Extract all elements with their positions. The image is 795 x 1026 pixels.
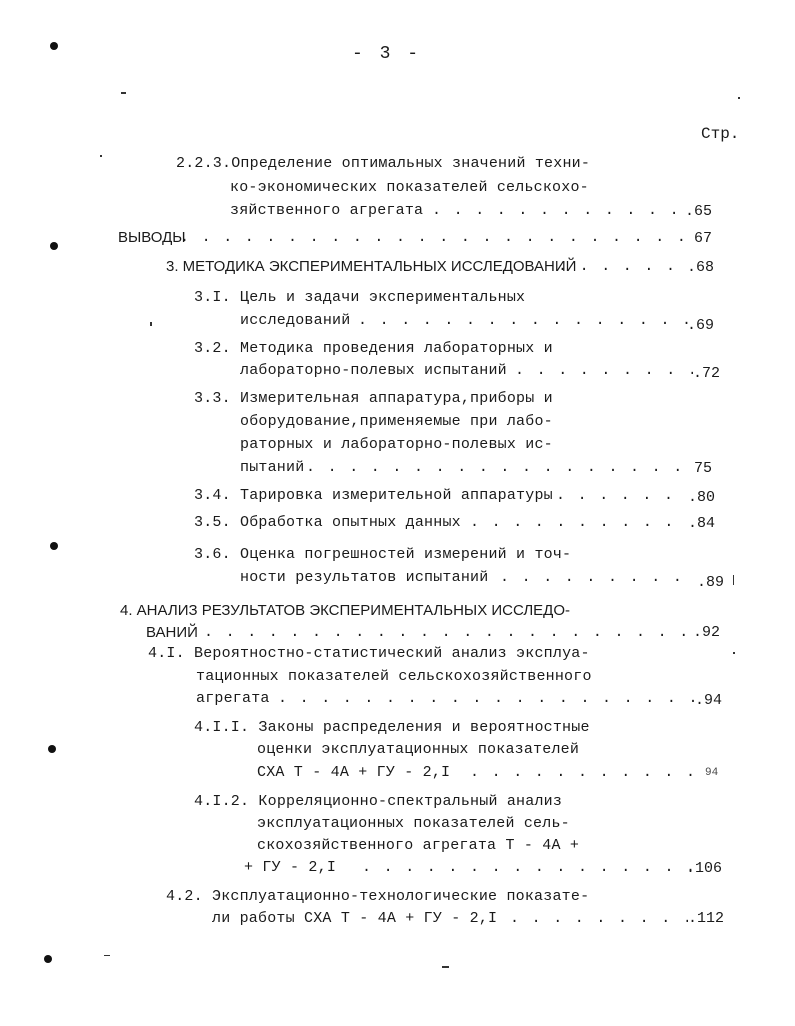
scan-speck [100,155,102,157]
leader-dots [180,229,690,247]
toc-entry-4-1-1-page: 94 [705,767,719,779]
toc-entry-3-6-line-1: 3.6. Оценка погрешностей измерений и точ- [194,546,572,563]
toc-entry-3-4-line-1: 3.4. Тарировка измерительной аппаратуры [194,487,553,504]
toc-entry-4-1-1-line-1: 4.I.I. Законы распределения и вероятностные [194,719,590,736]
toc-entry-4-line-2: ВАНИЙ [146,624,198,641]
toc-entry-vyvody-page: 67 [694,230,713,247]
leader-dots [278,690,694,708]
scan-speck [442,966,449,968]
toc-entry-3-2-line-2: лабораторно-полевых испытаний [240,362,507,379]
scan-speck [121,92,126,94]
toc-entry-3-6-line-2: ности результатов испытаний [240,569,489,586]
scan-speck [150,322,152,326]
scan-speck [738,97,740,99]
toc-entry-4-2-line-1: 4.2. Эксплуатационно-технологические показате- [166,888,590,905]
toc-entry-4-line-1: 4. АНАЛИЗ РЕЗУЛЬТАТОВ ЭКСПЕРИМЕНТАЛЬНЫХ ИССЛЕДО- [120,602,570,619]
leader-dots [432,202,686,220]
leader-dots [362,859,692,877]
toc-entry-4-1-1-line-2: оценки эксплуатационных показателей [257,741,580,758]
toc-entry-4-1-1-line-3: СХА Т - 4А + ГУ - 2,I [257,764,451,781]
toc-entry-vyvody-line-1: ВЫВОДЫ [118,229,186,246]
toc-entry-4-1-line-3: агрегата [196,690,270,707]
toc-entry-4-1-2-line-3: скохозяйственного агрегата Т - 4А + [257,837,580,854]
toc-entry-4-1-line-2: тационных показателей сельскохозяйственного [196,668,592,685]
toc-entry-3-3-line-2: оборудование,применяемые при лабо- [240,413,553,430]
toc-entry-3-3-page: 75 [694,460,713,477]
leader-dots [306,459,688,477]
toc-entry-4-1-2-line-2: эксплуатационных показателей сель- [257,815,570,832]
leader-dots [556,487,686,505]
toc-entry-3-1-page: .69 [687,317,715,334]
toc-entry-3-3-line-3: раторных и лабораторно-полевых ис- [240,436,553,453]
toc-entry-3-5-line-1: 3.5. Обработка опытных данных [194,514,461,531]
binding-hole-mark [44,955,52,963]
toc-entry-3-6-page: .89 [697,574,725,591]
leader-dots [510,910,688,928]
leader-dots [358,312,688,330]
toc-entry-3-5-page: .84 [688,515,716,532]
toc-entry-4-2-line-2: ли работы СХА Т - 4А + ГУ - 2,I [212,910,498,927]
toc-entry-4-1-2-line-4: + ГУ - 2,I [244,859,337,876]
toc-entry-3-line-1: 3. МЕТОДИКА ЭКСПЕРИМЕНТАЛЬНЫХ ИССЛЕДОВАНИЙ [166,258,577,275]
binding-hole-mark [50,42,58,50]
toc-entry-4-page: .92 [693,624,721,641]
scan-speck [733,575,734,585]
toc-entry-3-1-line-2: исследований [240,312,351,329]
binding-hole-mark [50,242,58,250]
leader-dots [470,514,686,532]
scan-speck [733,652,735,654]
binding-hole-mark [48,745,56,753]
toc-entry-4-1-2-page: .106 [686,860,723,877]
toc-entry-3-2-page: .72 [693,365,721,382]
leader-dots [558,258,686,276]
page-number: - 3 - [352,44,422,64]
toc-entry-2-2-3-line-1: 2.2.3.Определение оптимальных значений техни- [176,155,591,172]
toc-entry-2-2-3-page: .65 [685,203,713,220]
leader-dots [515,362,693,380]
toc-entry-3-page: .68 [687,259,715,276]
toc-entry-3-3-line-1: 3.3. Измерительная аппаратура,приборы и [194,390,553,407]
toc-entry-2-2-3-line-3: зяйственного агрегата [230,202,424,219]
leader-dots [500,569,696,587]
toc-entry-3-4-page: .80 [688,489,716,506]
toc-entry-3-1-line-1: 3.I. Цель и задачи экспериментальных [194,289,526,306]
page-column-label: Стр. [701,125,740,143]
leader-dots [204,624,692,642]
toc-entry-4-2-page: .112 [688,910,725,927]
toc-entry-4-1-page: .94 [695,692,723,709]
toc-entry-4-1-line-1: 4.I. Вероятностно-статистический анализ эксплуа- [148,645,590,662]
toc-entry-2-2-3-line-2: ко-экономических показателей сельскохо- [230,179,589,196]
binding-hole-mark [50,542,58,550]
scan-speck [104,955,110,956]
leader-dots [470,764,702,782]
toc-entry-4-1-2-line-1: 4.I.2. Корреляционно-спектральный анализ [194,793,563,810]
toc-entry-3-3-line-4: пытаний [240,459,305,476]
toc-entry-3-2-line-1: 3.2. Методика проведения лабораторных и [194,340,553,357]
